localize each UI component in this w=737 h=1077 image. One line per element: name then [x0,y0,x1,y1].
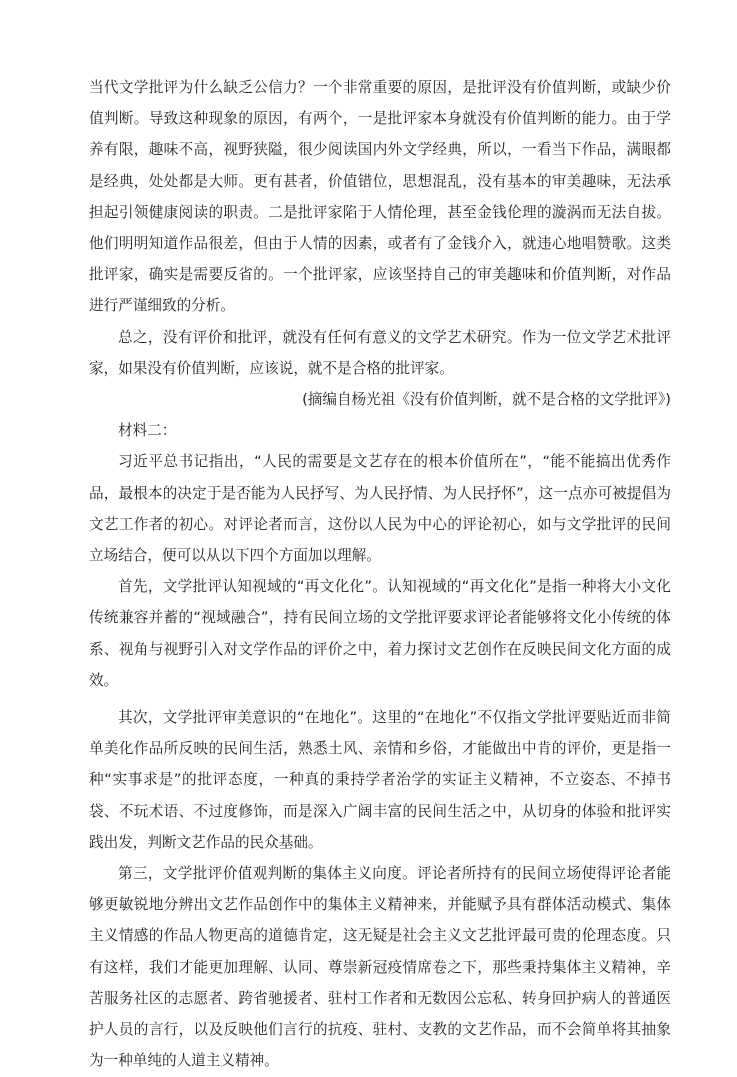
paragraph-4: 首先，文学批评认知视域的“再文化化”。认知视域的“再文化化”是指一种将大小文化传统兼容并蓄的“视域融合”，持有民间立场的文学批评要求评论者能够将文化小传统的体系、视角与视野引入对文学作品的评价之中，着力探讨文艺创作在反映民间文化方面的成效。 [89,578,671,689]
paragraph-3: 习近平总书记指出，“人民的需要是文艺存在的根本价值所在”，“能不能搞出优秀作品，最根本的决定于是否能为人民抒写、为人民抒情、为人民抒怀”，这一点亦可被提倡为文艺工作者的初心。对评论者而言，这份以人民为中心的评论初心，如与文学批评的民间立场结合，便可以从以下四个方面加以理解。 [89,453,671,565]
paragraph-1: 当代文学批评为什么缺乏公信力？一个非常重要的原因，是批评没有价值判断，或缺少价值判断。导致这种现象的原因，有两个，一是批评家本身就没有价值判断的能力。由于学养有限，趣味不高，视野狭隘，很少阅读国内外文学经典，所以，一看当下作品，满眼都是经典，处处都是大师。更有甚者，价值错位，思想混乱，没有基本的审美趣味，无法承担起引领健康阅读的职责。二是批评家陷于人情伦理，甚至金钱伦理的漩涡而无法自拔。他们明明知道作品很差，但由于人情的因素，或者有了金钱介入，就违心地唱赞歌。这类批评家，确实是需要反省的。一个批评家，应该坚持自己的审美趣味和价值判断，对作品进行严谨细致的分析。 [89,79,671,315]
article-body [89,72,671,1077]
material-label: 材料二： [118,422,177,440]
paragraph-5: 其次，文学批评审美意识的“在地化”。这里的“在地化”不仅指文学批评要贴近而非简单美化作品所反映的民间生活，熟悉土风、亲情和乡俗，才能做出中肯的评价，更是指一种“实事求是”的批评态度，一种真的秉持学者治学的实证主义精神，不立姿态、不掉书袋、不玩术语、不过度修饰，而是深入广阔丰富的民间生活之中，从切身的体验和批评实践出发，判断文艺作品的民众基础。 [89,709,671,851]
paragraph-2: 总之，没有评价和批评，就没有任何有意义的文学艺术研究。作为一位文学艺术批评家，如果没有价值判断，应该说，就不是合格的批评家。 [89,328,671,377]
paragraph-6: 第三，文学批评价值观判断的集体主义向度。评论者所持有的民间立场使得评论者能够更敏锐地分辨出文艺作品创作中的集体主义精神来，并能赋予具有群体活动模式、集体主义情感的作品人物更高的道德肯定，这无疑是社会主义文艺批评最可贵的伦理态度。只有这样，我们才能更加理解、认同、尊崇新冠疫情席卷之下，那些秉持集体主义精神，辛苦服务社区的志愿者、跨省驰援者、驻村工作者和无数因公忘私、转身回护病人的普通医护人员的言行，以及反映他们言行的抗疫、驻村、支教的文艺作品，而不会简单将其抽象为一种单纯的人道主义精神。 [89,865,671,1070]
source-citation: (摘编自杨光祖《没有价值判断，就不是合格的文学批评》) [302,391,671,409]
